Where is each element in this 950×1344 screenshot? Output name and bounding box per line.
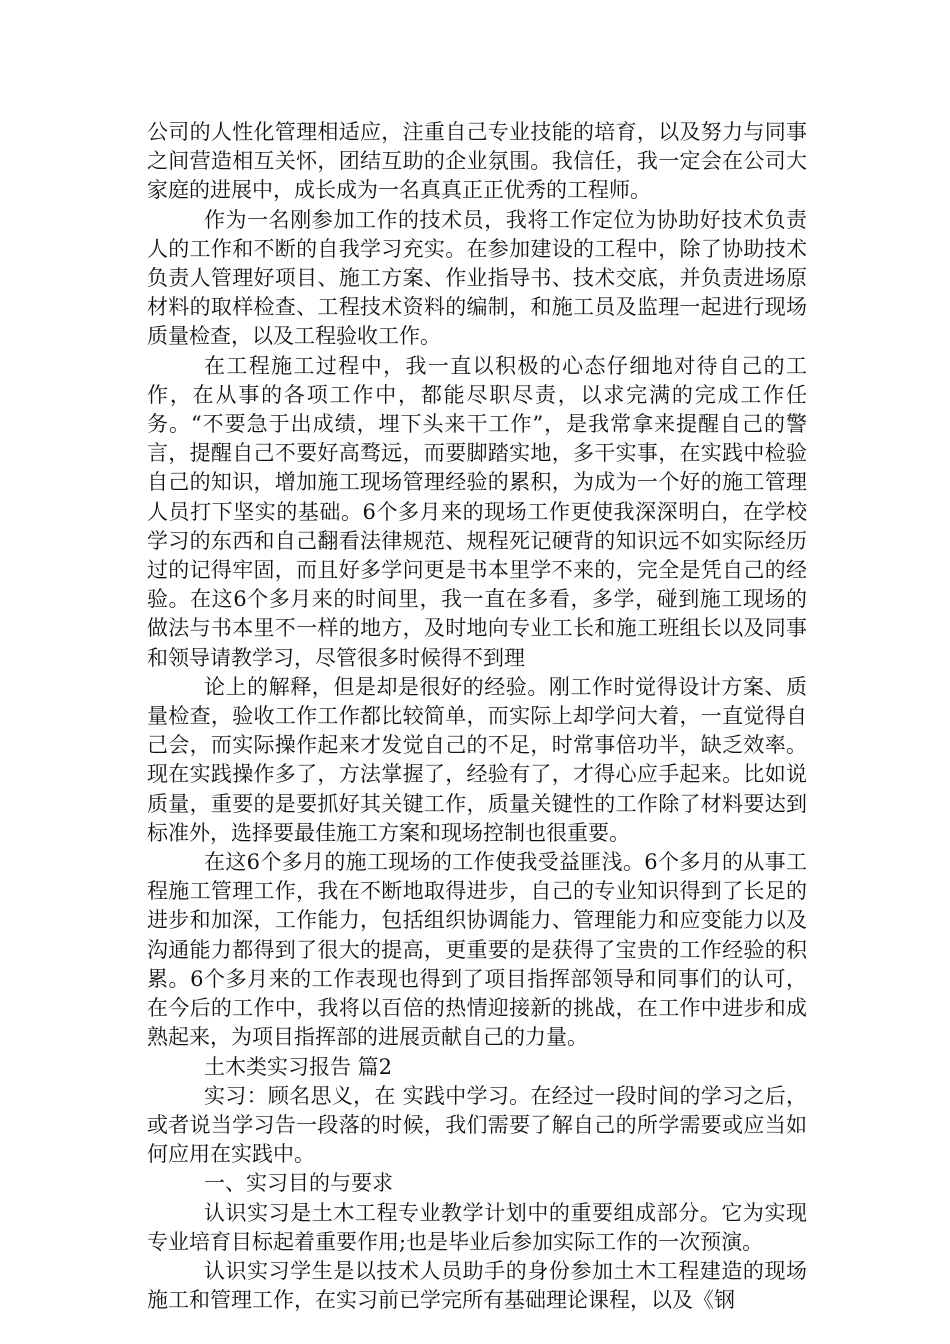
document-body — [147, 118, 807, 1315]
paragraph-intro-continuation: 公司的人性化管理相适应，注重自己专业技能的培育，以及努力与同事之间营造相互关怀，团结互助的企业氛围。我信任，我一定会在公司大家庭的进展中，成长成为一名真真正正优秀的工程师。 — [147, 120, 807, 203]
paragraph-internship-definition: 实习：顾名思义，在 实践中学习。在经过一段时间的学习之后，或者说当学习告一段落的时候，我们需要了解自己的所学需要或应当如何应用在实践中。 — [147, 1083, 807, 1167]
paragraph-construction-process: 在工程施工过程中，我一直以积极的心态仔细地对待自己的工作，在从事的各项工作中，都能尽职尽责，以求完满的完成工作任务。“不要急于出成绩，埋下头来干工作”，是我常拿来提醒自己的警言，提醒自己不要好高骛远，而要脚踏实地，多干实事，在实践中检验自己的知识，增加施工现场管理经验的累积，为成为一个好的施工管理人员打下坚实的基础。6个多月来的现场工作更使我深深明白，在学校学习的东西和自己翻看法律规范、规程死记硬背的知识远不如实际经历过的记得牢固，而且好多学问更是书本里学不来的，完全是凭自己的经验。在这6个多月来的时间里，我一直在多看，多学，碰到施工现场的做法与书本里不一样的地方，及时地向专业工长和施工班组长以及同事和领导请教学习，尽管很多时候得不到理 — [147, 353, 807, 670]
paragraph-job-positioning: 作为一名刚参加工作的技术员，我将工作定位为协助好技术负责人的工作和不断的自我学习充实。在参加建设的工程中，除了协助技术负责人管理好项目、施工方案、作业指导书、技术交底，并负责进场原材料的取样检查、工程技术资料的编制，和施工员及监理一起进行现场质量检查，以及工程验收工作。 — [147, 207, 807, 349]
paragraph-theory-experience: 论上的解释，但是却是很好的经验。刚工作时觉得设计方案、质量检查，验收工作工作都比较简单，而实际上却学问大着，一直觉得自己会，而实际操作起来才发觉自己的不足，时常事倍功半，缺乏效率。现在实践操作多了，方法掌握了，经验有了，才得心应手起来。比如说质量，重要的是要抓好其关键工作，质量关键性的工作除了材料要达到标准外，选择要最佳施工方案和现场控制也很重要。 — [147, 674, 807, 845]
paragraph-cognitive-internship: 认识实习是土木工程专业教学计划中的重要组成部分。它为实现专业培育目标起着重要作用;也是毕业后参加实际工作的一次预演。 — [147, 1200, 807, 1254]
section-heading-objectives: 一、实习目的与要求 — [204, 1171, 393, 1196]
paragraph-six-months-summary: 在这6个多月的施工现场的工作使我受益匪浅。6个多月的从事工程施工管理工作，我在不断地取得进步，自己的专业知识得到了长足的进步和加深，工作能力，包括组织协调能力、管理能力和应变能力以及沟通能力都得到了很大的提高，更重要的是获得了宝贵的工作经验的积累。6个多月来的工作表现也得到了项目指挥部领导和同事们的认可，在今后的工作中，我将以百倍的热情迎接新的挑战，在工作中进步和成熟起来，为项目指挥部的进展贡献自己的力量。 — [147, 850, 807, 1050]
paragraph-student-role: 认识实习学生是以技术人员助手的身份参加土木工程建造的现场施工和管理工作，在实习前已学完所有基础理论课程，以及《钢 — [147, 1258, 807, 1313]
section-title-report-2: 土木类实习报告 篇2 — [204, 1054, 393, 1079]
